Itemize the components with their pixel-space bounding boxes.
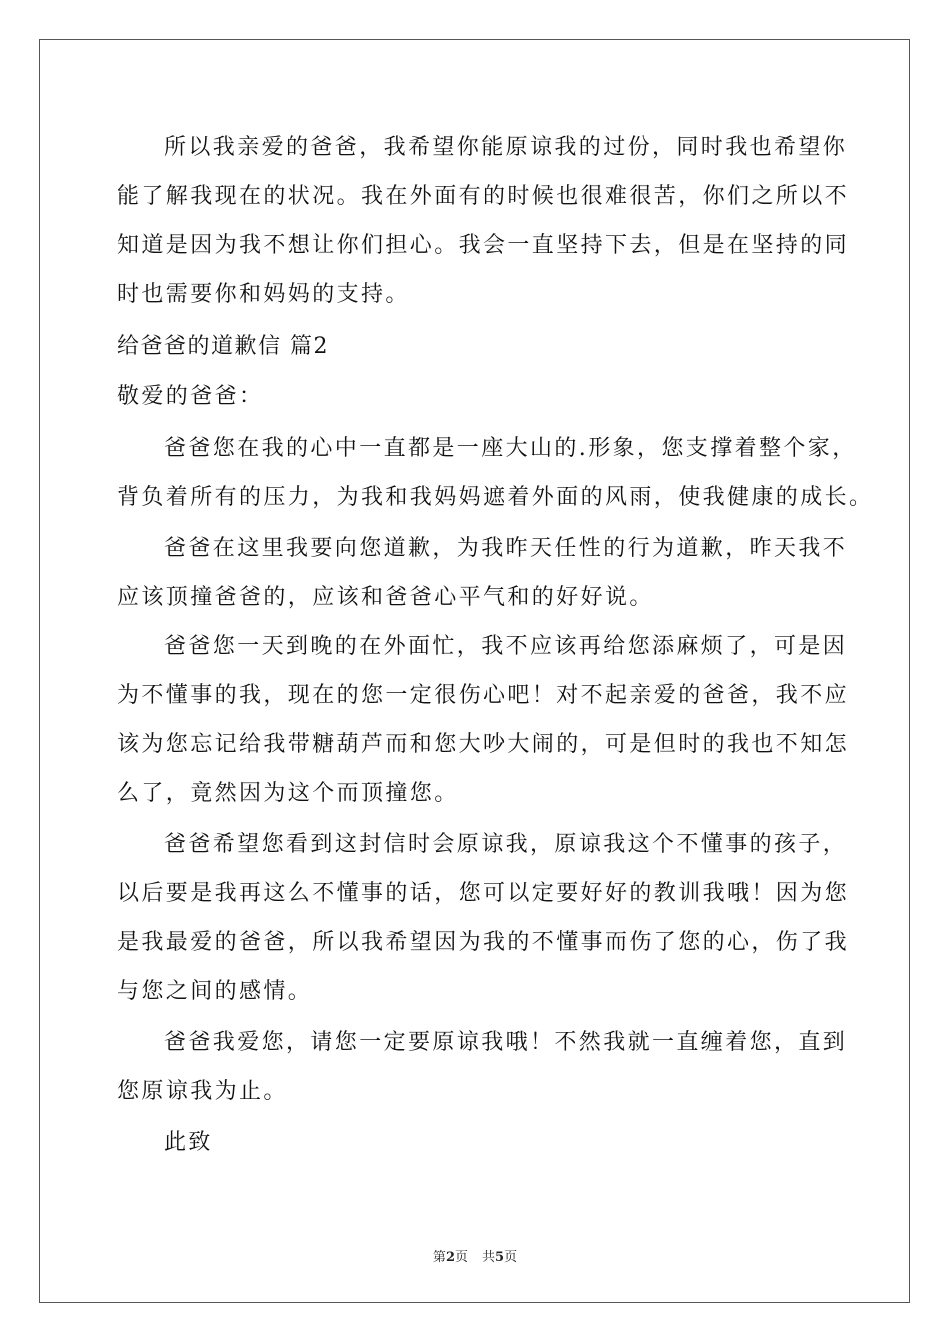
paragraph-line: 爸爸希望您看到这封信时会原谅我，原谅我这个不懂事的孩子， <box>164 832 848 857</box>
paragraph-line: 应该顶撞爸爸的，应该和爸爸心平气和的好好说。 <box>117 585 654 610</box>
paragraph-line: 为不懂事的我，现在的您一定很伤心吧！对不起亲爱的爸爸，我不应 <box>117 683 850 708</box>
page-number-footer <box>0 1249 950 1267</box>
paragraph-line: 么了，竟然因为这个而顶撞您。 <box>117 781 459 806</box>
salutation: 敬爱的爸爸： <box>117 384 264 409</box>
paragraph-line: 您原谅我为止。 <box>117 1079 288 1104</box>
paragraph-line: 背负着所有的压力，为我和我妈妈遮着外面的风雨，使我健康的成长。 <box>117 485 874 510</box>
page-border <box>39 39 910 1303</box>
paragraph-line: 爸爸在这里我要向您道歉，为我昨天任性的行为道歉，昨天我不 <box>164 536 848 561</box>
paragraph-line: 是我最爱的爸爸，所以我希望因为我的不懂事而伤了您的心，伤了我 <box>117 930 850 955</box>
current-page-number: 2 <box>445 1250 455 1265</box>
total-prefix: 共 <box>482 1250 496 1265</box>
section-heading: 给爸爸的道歉信 篇2 <box>117 334 329 359</box>
page-prefix: 第 <box>432 1250 446 1265</box>
total-page-number: 5 <box>495 1250 505 1265</box>
paragraph-line: 爸爸您在我的心中一直都是一座大山的.形象，您支撑着整个家， <box>164 436 857 461</box>
paragraph-line: 与您之间的感情。 <box>117 979 313 1004</box>
paragraph-line: 时也需要你和妈妈的支持。 <box>117 282 410 307</box>
paragraph-line: 能了解我现在的状况。我在外面有的时候也很难很苦，你们之所以不 <box>117 184 850 209</box>
closing-line: 此致 <box>164 1130 213 1155</box>
paragraph-line: 爸爸您一天到晚的在外面忙，我不应该再给您添麻烦了，可是因 <box>164 634 848 659</box>
paragraph-line: 所以我亲爱的爸爸，我希望你能原谅我的过份，同时我也希望你 <box>164 135 848 160</box>
page-suffix: 页 <box>454 1250 468 1265</box>
paragraph-line: 知道是因为我不想让你们担心。我会一直坚持下去，但是在坚持的同 <box>117 233 850 258</box>
paragraph-line: 该为您忘记给我带糖葫芦而和您大吵大闹的，可是但时的我也不知怎 <box>117 732 850 757</box>
paragraph-line: 以后要是我再这么不懂事的话，您可以定要好好的教训我哦！因为您 <box>117 881 850 906</box>
total-suffix: 页 <box>504 1250 518 1265</box>
paragraph-line: 爸爸我爱您，请您一定要原谅我哦！不然我就一直缠着您，直到 <box>164 1030 848 1055</box>
